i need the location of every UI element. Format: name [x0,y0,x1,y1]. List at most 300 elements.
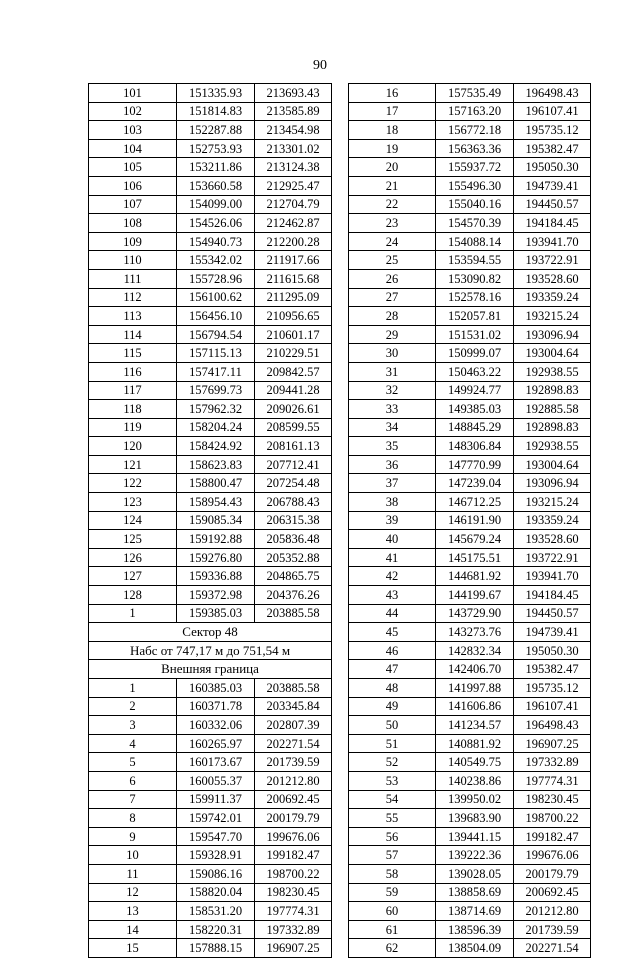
coordinate-x: 157962.32 [177,400,255,419]
coordinate-y: 208161.13 [255,437,332,456]
table-row [89,121,332,140]
coordinate-y: 194450.57 [514,195,591,214]
table-row [349,604,591,623]
coordinate-y: 193215.24 [514,307,591,326]
table-row [349,121,591,140]
coordinate-y: 200179.79 [514,864,591,883]
table-row [349,251,591,270]
coordinate-x: 155937.72 [436,158,514,177]
coordinate-y: 195735.12 [514,679,591,698]
coordinate-y: 203885.58 [255,679,332,698]
coordinate-y: 193722.91 [514,548,591,567]
coordinate-x: 153211.86 [177,158,255,177]
coordinate-y: 199676.06 [514,846,591,865]
coordinate-y: 209842.57 [255,362,332,381]
coordinate-x: 145679.24 [436,530,514,549]
coordinate-y: 201212.80 [255,771,332,790]
table-row [89,139,332,158]
left-top-rows [89,84,332,623]
coordinate-y: 207254.48 [255,474,332,493]
coordinate-x: 160173.67 [177,753,255,772]
point-number: 52 [349,753,436,772]
coordinate-x: 159192.88 [177,530,255,549]
coordinate-x: 144199.67 [436,586,514,605]
table-row [349,697,591,716]
coordinate-x: 155040.16 [436,195,514,214]
point-number: 104 [89,139,177,158]
coordinate-y: 211615.68 [255,269,332,288]
point-number: 103 [89,121,177,140]
point-number: 43 [349,586,436,605]
coordinate-x: 158954.43 [177,493,255,512]
point-number: 59 [349,883,436,902]
coordinate-x: 159085.34 [177,511,255,530]
point-number: 31 [349,362,436,381]
coordinate-y: 210229.51 [255,344,332,363]
coordinate-y: 196907.25 [514,734,591,753]
table-row [89,251,332,270]
table-row [89,214,332,233]
point-number: 5 [89,753,177,772]
table-row [89,790,332,809]
point-number: 113 [89,307,177,326]
point-number: 55 [349,809,436,828]
point-number: 105 [89,158,177,177]
table-row [89,511,332,530]
table-row [349,864,591,883]
coordinate-x: 140881.92 [436,734,514,753]
table-row [89,734,332,753]
coordinate-y: 199182.47 [255,846,332,865]
point-number: 62 [349,939,436,958]
table-row [349,400,591,419]
boundary-title-row [89,660,332,679]
table-row [89,362,332,381]
point-number: 120 [89,437,177,456]
coordinate-y: 202271.54 [514,939,591,958]
coordinate-x: 153660.58 [177,176,255,195]
point-number: 23 [349,214,436,233]
coordinate-x: 143729.90 [436,604,514,623]
left-bottom-rows [89,679,332,958]
coordinate-y: 203885.58 [255,604,332,623]
coordinate-y: 193359.24 [514,511,591,530]
table-row [89,418,332,437]
coordinate-x: 152753.93 [177,139,255,158]
table-row [89,195,332,214]
table-row [349,827,591,846]
table-row [349,176,591,195]
table-row [349,325,591,344]
coordinate-y: 194739.41 [514,623,591,642]
coordinate-y: 192938.55 [514,362,591,381]
table-row [89,288,332,307]
point-number: 13 [89,902,177,921]
point-number: 40 [349,530,436,549]
table-row [349,474,591,493]
coordinate-y: 200692.45 [514,883,591,902]
coordinate-y: 198230.45 [255,883,332,902]
point-number: 24 [349,232,436,251]
point-number: 58 [349,864,436,883]
table-row [349,139,591,158]
coordinate-y: 194184.45 [514,586,591,605]
coordinate-y: 193096.94 [514,325,591,344]
table-row [349,939,591,958]
table-row [89,864,332,883]
table-row [349,362,591,381]
point-number: 36 [349,455,436,474]
coordinate-y: 194450.57 [514,604,591,623]
table-row [349,232,591,251]
table-row [349,548,591,567]
point-number: 124 [89,511,177,530]
table-row [89,939,332,958]
table-row [89,158,332,177]
coordinate-y: 213124.38 [255,158,332,177]
coordinate-y: 196107.41 [514,102,591,121]
point-number: 117 [89,381,177,400]
table-row [89,920,332,939]
point-number: 37 [349,474,436,493]
coordinate-x: 138858.69 [436,883,514,902]
coordinate-x: 140238.86 [436,771,514,790]
coordinate-x: 157888.15 [177,939,255,958]
coordinate-y: 209441.28 [255,381,332,400]
coordinate-x: 157115.13 [177,344,255,363]
coordinate-y: 192938.55 [514,437,591,456]
coordinate-x: 158800.47 [177,474,255,493]
coordinate-x: 159328.91 [177,846,255,865]
coordinate-y: 212462.87 [255,214,332,233]
point-number: 38 [349,493,436,512]
table-row [349,846,591,865]
table-row [349,753,591,772]
coordinate-y: 193096.94 [514,474,591,493]
point-number: 1 [89,604,177,623]
coordinate-x: 148306.84 [436,437,514,456]
table-row [349,344,591,363]
point-number: 21 [349,176,436,195]
coordinate-x: 159086.16 [177,864,255,883]
coordinate-y: 193004.64 [514,344,591,363]
table-row [89,827,332,846]
table-row [89,567,332,586]
point-number: 25 [349,251,436,270]
coordinate-x: 141606.86 [436,697,514,716]
page-number: 90 [313,58,327,73]
coordinate-y: 210956.65 [255,307,332,326]
table-row [349,493,591,512]
table-row [89,474,332,493]
table-row [349,455,591,474]
table-row [349,790,591,809]
coordinate-y: 193359.24 [514,288,591,307]
coordinate-x: 141234.57 [436,716,514,735]
table-row [89,102,332,121]
point-number: 126 [89,548,177,567]
table-row [89,697,332,716]
point-number: 47 [349,660,436,679]
table-row [89,381,332,400]
coordinate-x: 150463.22 [436,362,514,381]
point-number: 108 [89,214,177,233]
coordinate-y: 212925.47 [255,176,332,195]
table-row [349,679,591,698]
coordinate-y: 195735.12 [514,121,591,140]
coordinate-y: 195050.30 [514,158,591,177]
coordinate-x: 154570.39 [436,214,514,233]
table-row [349,288,591,307]
coordinate-x: 140549.75 [436,753,514,772]
point-number: 114 [89,325,177,344]
coordinate-x: 160332.06 [177,716,255,735]
coordinate-x: 149385.03 [436,400,514,419]
table-row [349,716,591,735]
coordinate-x: 156794.54 [177,325,255,344]
coordinate-x: 156456.10 [177,307,255,326]
coordinate-x: 156772.18 [436,121,514,140]
coordinate-x: 148845.29 [436,418,514,437]
coordinate-x: 151531.02 [436,325,514,344]
table-row [89,530,332,549]
coordinate-x: 157699.73 [177,381,255,400]
coordinate-x: 147770.99 [436,455,514,474]
coordinate-y: 192898.83 [514,418,591,437]
table-row [349,418,591,437]
coordinate-y: 195382.47 [514,139,591,158]
coordinate-x: 153090.82 [436,269,514,288]
table-row [349,307,591,326]
coordinate-x: 150999.07 [436,344,514,363]
coordinate-x: 139028.05 [436,864,514,883]
point-number: 109 [89,232,177,251]
point-number: 28 [349,307,436,326]
point-number: 50 [349,716,436,735]
coordinate-y: 202807.39 [255,716,332,735]
coordinate-x: 155496.30 [436,176,514,195]
point-number: 56 [349,827,436,846]
table-row [89,902,332,921]
coordinate-x: 158531.20 [177,902,255,921]
coordinate-y: 205352.88 [255,548,332,567]
point-number: 111 [89,269,177,288]
point-number: 121 [89,455,177,474]
coordinate-x: 139683.90 [436,809,514,828]
table-row [89,679,332,698]
coordinate-x: 158623.83 [177,455,255,474]
coordinate-y: 211917.66 [255,251,332,270]
point-number: 102 [89,102,177,121]
point-number: 3 [89,716,177,735]
coordinate-y: 208599.55 [255,418,332,437]
coordinate-x: 145175.51 [436,548,514,567]
table-row [89,493,332,512]
coordinate-x: 158820.04 [177,883,255,902]
point-number: 12 [89,883,177,902]
coordinate-y: 193941.70 [514,232,591,251]
point-number: 7 [89,790,177,809]
coordinate-y: 200179.79 [255,809,332,828]
coordinate-x: 138714.69 [436,902,514,921]
coordinate-y: 197774.31 [255,902,332,921]
table-row [89,307,332,326]
coordinate-x: 155728.96 [177,269,255,288]
coordinate-x: 143273.76 [436,623,514,642]
table-row [349,734,591,753]
coordinate-y: 203345.84 [255,697,332,716]
coordinate-x: 146191.90 [436,511,514,530]
sector-height-row [89,641,332,660]
coordinate-x: 149924.77 [436,381,514,400]
coordinate-y: 207712.41 [255,455,332,474]
coordinate-x: 156363.36 [436,139,514,158]
table-row [349,102,591,121]
coordinate-y: 200692.45 [255,790,332,809]
coordinate-x: 152287.88 [177,121,255,140]
point-number: 8 [89,809,177,828]
coordinate-x: 159276.80 [177,548,255,567]
point-number: 115 [89,344,177,363]
coordinate-x: 156100.62 [177,288,255,307]
coordinate-x: 159336.88 [177,567,255,586]
point-number: 44 [349,604,436,623]
table-row [349,641,591,660]
coordinate-y: 196498.43 [514,716,591,735]
point-number: 48 [349,679,436,698]
table-row [349,660,591,679]
point-number: 10 [89,846,177,865]
point-number: 34 [349,418,436,437]
coordinate-y: 213585.89 [255,102,332,121]
table-row [89,176,332,195]
table-row [89,548,332,567]
point-number: 119 [89,418,177,437]
point-number: 9 [89,827,177,846]
coordinate-y: 205836.48 [255,530,332,549]
point-number: 41 [349,548,436,567]
point-number: 22 [349,195,436,214]
point-number: 118 [89,400,177,419]
coordinate-y: 196498.43 [514,84,591,103]
table-row [349,920,591,939]
table-row [349,623,591,642]
coordinate-y: 193528.60 [514,530,591,549]
coordinate-x: 159385.03 [177,604,255,623]
point-number: 26 [349,269,436,288]
coordinate-y: 209026.61 [255,400,332,419]
coordinate-y: 198230.45 [514,790,591,809]
sector-title-row [89,623,332,642]
table-row [89,344,332,363]
point-number: 29 [349,325,436,344]
table-row [89,586,332,605]
coordinate-y: 193722.91 [514,251,591,270]
coordinate-x: 160385.03 [177,679,255,698]
table-row [89,455,332,474]
coordinate-x: 139222.36 [436,846,514,865]
point-number: 16 [349,84,436,103]
table-row [349,195,591,214]
left-coordinates-table [88,83,332,958]
table-row [89,883,332,902]
point-number: 33 [349,400,436,419]
table-row [89,771,332,790]
point-number: 32 [349,381,436,400]
table-row [89,232,332,251]
table-row [89,437,332,456]
table-row [349,381,591,400]
table-row [349,809,591,828]
point-number: 39 [349,511,436,530]
coordinate-x: 160055.37 [177,771,255,790]
coordinate-x: 139950.02 [436,790,514,809]
point-number: 6 [89,771,177,790]
point-number: 14 [89,920,177,939]
point-number: 20 [349,158,436,177]
coordinate-x: 153594.55 [436,251,514,270]
point-number: 122 [89,474,177,493]
coordinate-x: 144681.92 [436,567,514,586]
coordinate-y: 192898.83 [514,381,591,400]
coordinate-x: 138504.09 [436,939,514,958]
table-row [349,530,591,549]
coordinate-x: 155342.02 [177,251,255,270]
coordinate-x: 158204.24 [177,418,255,437]
table-row [89,400,332,419]
point-number: 101 [89,84,177,103]
table-row [89,325,332,344]
coordinate-y: 198700.22 [514,809,591,828]
point-number: 128 [89,586,177,605]
point-number: 60 [349,902,436,921]
table-row [349,84,591,103]
table-row [349,511,591,530]
coordinate-y: 204376.26 [255,586,332,605]
coordinate-x: 146712.25 [436,493,514,512]
point-number: 127 [89,567,177,586]
coordinate-y: 193941.70 [514,567,591,586]
table-row [349,269,591,288]
point-number: 51 [349,734,436,753]
coordinate-x: 158220.31 [177,920,255,939]
right-rows [349,84,591,958]
coordinate-y: 212200.28 [255,232,332,251]
coordinate-y: 213693.43 [255,84,332,103]
coordinate-y: 201212.80 [514,902,591,921]
sector-height-range: Набс от 747,17 м до 751,54 м [89,641,332,660]
coordinate-x: 159547.70 [177,827,255,846]
coordinate-x: 160371.78 [177,697,255,716]
table-row [349,158,591,177]
point-number: 17 [349,102,436,121]
coordinate-y: 210601.17 [255,325,332,344]
sector-header [89,623,332,679]
coordinate-y: 204865.75 [255,567,332,586]
point-number: 106 [89,176,177,195]
boundary-title: Внешняя граница [89,660,332,679]
point-number: 61 [349,920,436,939]
coordinate-x: 139441.15 [436,827,514,846]
coordinate-y: 198700.22 [255,864,332,883]
coordinate-x: 152578.16 [436,288,514,307]
point-number: 2 [89,697,177,716]
coordinate-x: 142832.34 [436,641,514,660]
coordinate-x: 152057.81 [436,307,514,326]
point-number: 15 [89,939,177,958]
point-number: 35 [349,437,436,456]
coordinate-y: 195050.30 [514,641,591,660]
